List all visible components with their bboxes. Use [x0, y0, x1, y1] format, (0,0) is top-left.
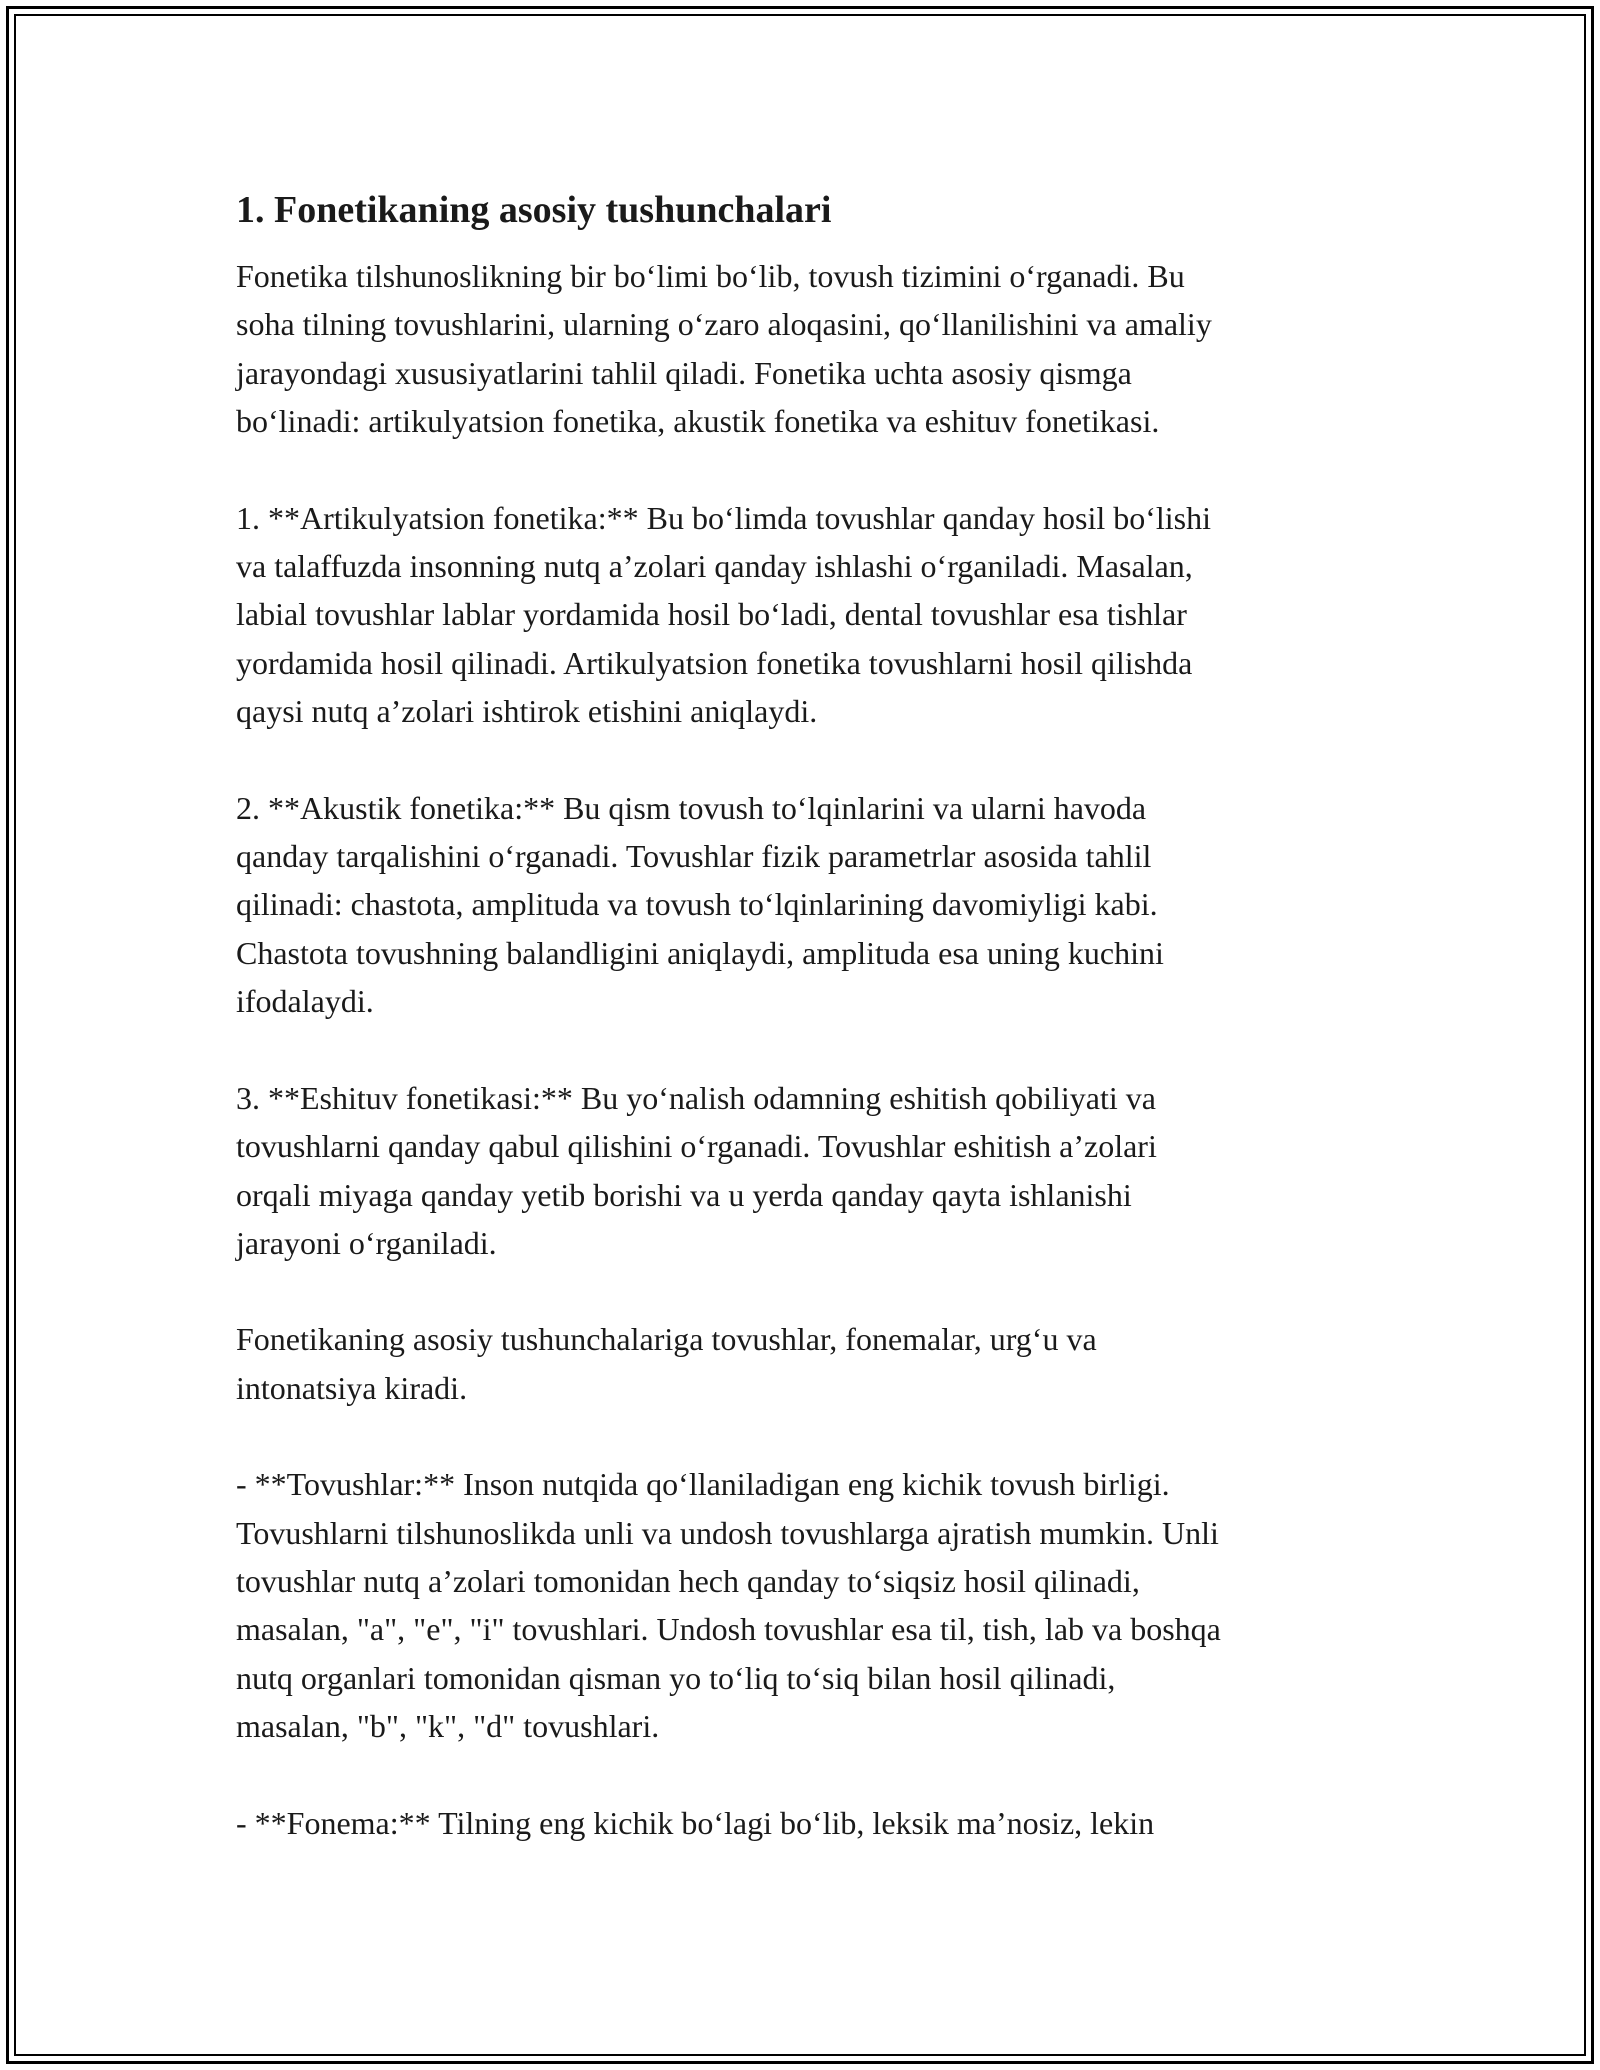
text-line: 3. **Eshituv fonetikasi:** Bu yo‘nalish odamning eshitish qobiliyati va — [236, 1079, 1156, 1116]
text-line: masalan, "a", "e", "i" tovushlari. Undosh tovushlar esa til, tish, lab va boshqa — [236, 1611, 1221, 1648]
text-line: yordamida hosil qilinadi. Artikulyatsion fonetika tovushlarni hosil qilishda — [236, 644, 1193, 681]
text-line: 1. **Artikulyatsion fonetika:** Bu bo‘limda tovushlar qanday hosil bo‘lishi — [236, 499, 1211, 536]
text-line: bo‘linadi: artikulyatsion fonetika, akustik fonetika va eshituv fonetikasi. — [236, 403, 1160, 440]
paragraph-sounds — [236, 1460, 1396, 1750]
document-body — [236, 186, 1396, 1895]
text-line: jarayondagi xususiyatlarini tahlil qiladi. Fonetika uchta asosiy qismga — [236, 354, 1132, 391]
paragraph-intro — [236, 252, 1396, 446]
text-line: va talaffuzda insonning nutq a’zolari qanday ishlashi o‘rganiladi. Masalan, — [236, 548, 1193, 585]
text-line: qaysi nutq a’zolari ishtirok etishini aniqlaydi. — [236, 693, 818, 730]
text-line: Fonetika tilshunoslikning bir bo‘limi bo‘lib, tovush tizimini o‘rganadi. Bu — [236, 258, 1185, 294]
text-line: 2. **Akustik fonetika:** Bu qism tovush to‘lqinlarini va ularni havoda — [236, 789, 1147, 826]
paragraph-auditory — [236, 1074, 1396, 1268]
text-line: qanday tarqalishini o‘rganadi. Tovushlar fizik parametrlar asosida tahlil — [236, 838, 1152, 875]
text-line: tovushlarni qanday qabul qilishini o‘rganadi. Tovushlar eshitish a’zolari — [236, 1128, 1157, 1165]
paragraph-acoustic — [236, 784, 1396, 1026]
paragraph-phoneme — [236, 1799, 1396, 1847]
text-line: - **Tovushlar:** Inson nutqida qo‘llaniladigan eng kichik tovush birligi. — [236, 1466, 1170, 1503]
text-line: tovushlar nutq a’zolari tomonidan hech qanday to‘siqsiz hosil qilinadi, — [236, 1562, 1140, 1599]
text-line: masalan, "b", "k", "d" tovushlari. — [236, 1708, 660, 1745]
text-line: - **Fonema:** Tilning eng kichik bo‘lagi bo‘lib, leksik ma’nosiz, lekin — [236, 1804, 1155, 1841]
text-line: Chastota tovushning balandligini aniqlaydi, amplituda esa uning kuchini — [236, 934, 1164, 971]
text-line: intonatsiya kiradi. — [236, 1369, 468, 1406]
text-line: labial tovushlar lablar yordamida hosil bo‘ladi, dental tovushlar esa tishlar — [236, 596, 1187, 633]
text-line: orqali miyaga qanday yetib borishi va u yerda qanday qayta ishlanishi — [236, 1176, 1132, 1213]
paragraph-concepts — [236, 1315, 1396, 1412]
text-line: Tovushlarni tilshunoslikda unli va undosh tovushlarga ajratish mumkin. Unli — [236, 1514, 1219, 1551]
text-line: qilinadi: chastota, amplituda va tovush to‘lqinlarining davomiyligi kabi. — [236, 886, 1158, 923]
section-heading: 1. Fonetikaning asosiy tushunchalari — [236, 189, 832, 231]
text-line: nutq organlari tomonidan qisman yo to‘liq to‘siq bilan hosil qilinadi, — [236, 1659, 1116, 1696]
text-line: Fonetikaning asosiy tushunchalariga tovushlar, fonemalar, urg‘u va — [236, 1321, 1097, 1358]
text-line: jarayoni o‘rganiladi. — [236, 1224, 497, 1261]
paragraph-articulatory — [236, 494, 1396, 736]
text-line: soha tilning tovushlarini, ularning o‘zaro aloqasini, qo‘llanilishini va amaliy — [236, 306, 1212, 343]
text-line: ifodalaydi. — [236, 983, 374, 1020]
